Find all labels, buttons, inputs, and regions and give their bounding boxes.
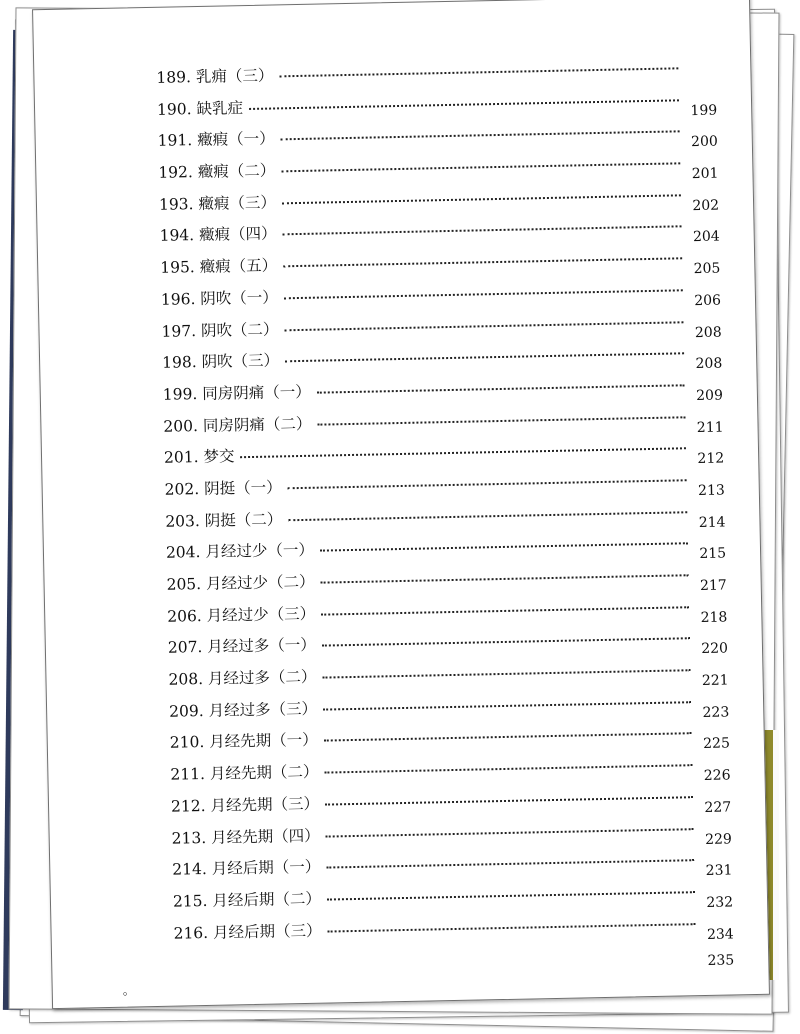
toc-entry-title: 212. 月经先期（三） [170,794,320,816]
toc-entry-page: 201 [691,165,719,183]
toc-entry-title: 200. 同房阴痛（二） [163,414,312,436]
toc-entry-page: 221 [701,672,729,690]
toc-entry-page: 206 [694,292,722,309]
toc-entry-title: 202. 阴挺（一） [164,478,282,499]
dot-leader [320,543,688,552]
dot-leader [327,891,695,900]
toc-entry-title: 195. 癥瘕（五） [160,256,278,277]
dot-leader [328,923,696,932]
toc-entry-page: 218 [700,609,728,626]
toc-entry-page: 202 [692,197,720,214]
toc-entry-page: 223 [702,704,730,721]
toc-entry-page: 234 [706,925,734,943]
dot-leader [322,638,690,647]
dot-leader [283,257,682,267]
dot-leader [324,764,692,773]
toc-entry-page: 215 [699,545,727,563]
toc-entry-page: 225 [703,735,731,753]
toc-entry-page: 231 [705,862,733,880]
toc-entry-title: 189. 乳痈（三） [156,66,274,87]
dot-leader [241,448,686,459]
toc-entry-page: 229 [704,830,732,848]
toc-entry-title: 214. 月经后期（一） [172,857,321,879]
dot-leader [326,828,694,837]
dot-leader [283,226,682,236]
dot-leader [321,606,689,615]
toc-entry-page: 205 [693,260,721,278]
toc-entry-page: 227 [704,799,732,816]
toc-entry-title: 196. 阴吹（一） [160,288,278,309]
toc-entry-page: 204 [692,228,720,246]
dot-leader [325,796,693,805]
dot-leader [279,67,678,77]
toc-entry-title: 197. 阴吹（二） [161,319,279,341]
toc-entry-page: 220 [701,640,729,658]
footer-mark: 。 [122,983,135,998]
toc-entry-title: 198. 阴吹（三） [161,351,280,372]
dot-leader [326,859,694,868]
dot-leader [284,289,683,299]
toc-list [156,55,734,985]
toc-entry-title: 204. 月经过少（一） [165,541,315,563]
toc-entry-title: 215. 月经后期（二） [172,889,322,911]
dot-leader [321,574,689,583]
toc-entry-title: 199. 同房阴痛（一） [162,382,311,404]
toc-entry-title: 210. 月经先期（一） [169,731,318,753]
toc-entry-title: 213. 月经先期（四） [171,826,320,848]
dot-leader [288,479,687,489]
toc-entry-page: 211 [696,419,724,436]
toc-entry-title: 203. 阴挺（二） [165,510,283,531]
toc-entry-title: 206. 月经过少（三） [167,604,316,626]
toc-entry-page: 200 [690,133,718,151]
dot-leader [249,99,679,110]
dot-leader [284,321,683,331]
toc-entry-title: 211. 月经先期（二） [170,762,319,784]
toc-entry-page: 208 [694,324,722,341]
toc-entry-title: 193. 癥瘕（三） [158,193,277,214]
dot-leader [281,162,680,172]
toc-entry-page: 208 [695,355,723,373]
toc-entry-page: 226 [703,767,731,785]
toc-entry-page: 209 [696,387,724,404]
dot-leader [282,194,681,204]
toc-entry-title: 194. 癥瘕（四） [159,224,277,246]
toc-entry-page: 232 [706,894,734,911]
toc-entry-title: 209. 月经过多（三） [168,699,318,721]
toc-entry-page: 235 [707,952,735,970]
toc-entry-title: 216. 月经后期（三） [173,921,322,943]
toc-entry-title: 208. 月经过多（二） [168,667,317,689]
toc-entry-page: 217 [699,577,727,595]
dot-leader [324,733,692,742]
dot-leader [285,352,684,362]
toc-entry-title [174,954,700,965]
dot-leader [322,669,690,678]
toc-entry-page: 212 [697,450,725,468]
toc-entry-title: 192. 癥瘕（二） [158,161,276,182]
toc-entry-page: 199 [690,102,718,119]
dot-leader [317,416,685,425]
dot-leader [323,701,691,710]
toc-entry-title: 207. 月经过多（一） [167,636,316,658]
toc-page [32,0,770,1009]
dot-leader [317,384,685,393]
toc-entry-page: 214 [698,514,726,531]
toc-entry-title: 190. 缺乳症 [156,98,244,119]
toc-entry-page: 213 [697,482,725,499]
toc-entry-title: 201. 梦交 [163,447,235,467]
toc-entry-title: 191. 癥瘕（一） [157,129,275,151]
dot-leader [288,511,687,521]
dot-leader [281,131,680,141]
toc-entry-title: 205. 月经过少（二） [166,572,315,594]
